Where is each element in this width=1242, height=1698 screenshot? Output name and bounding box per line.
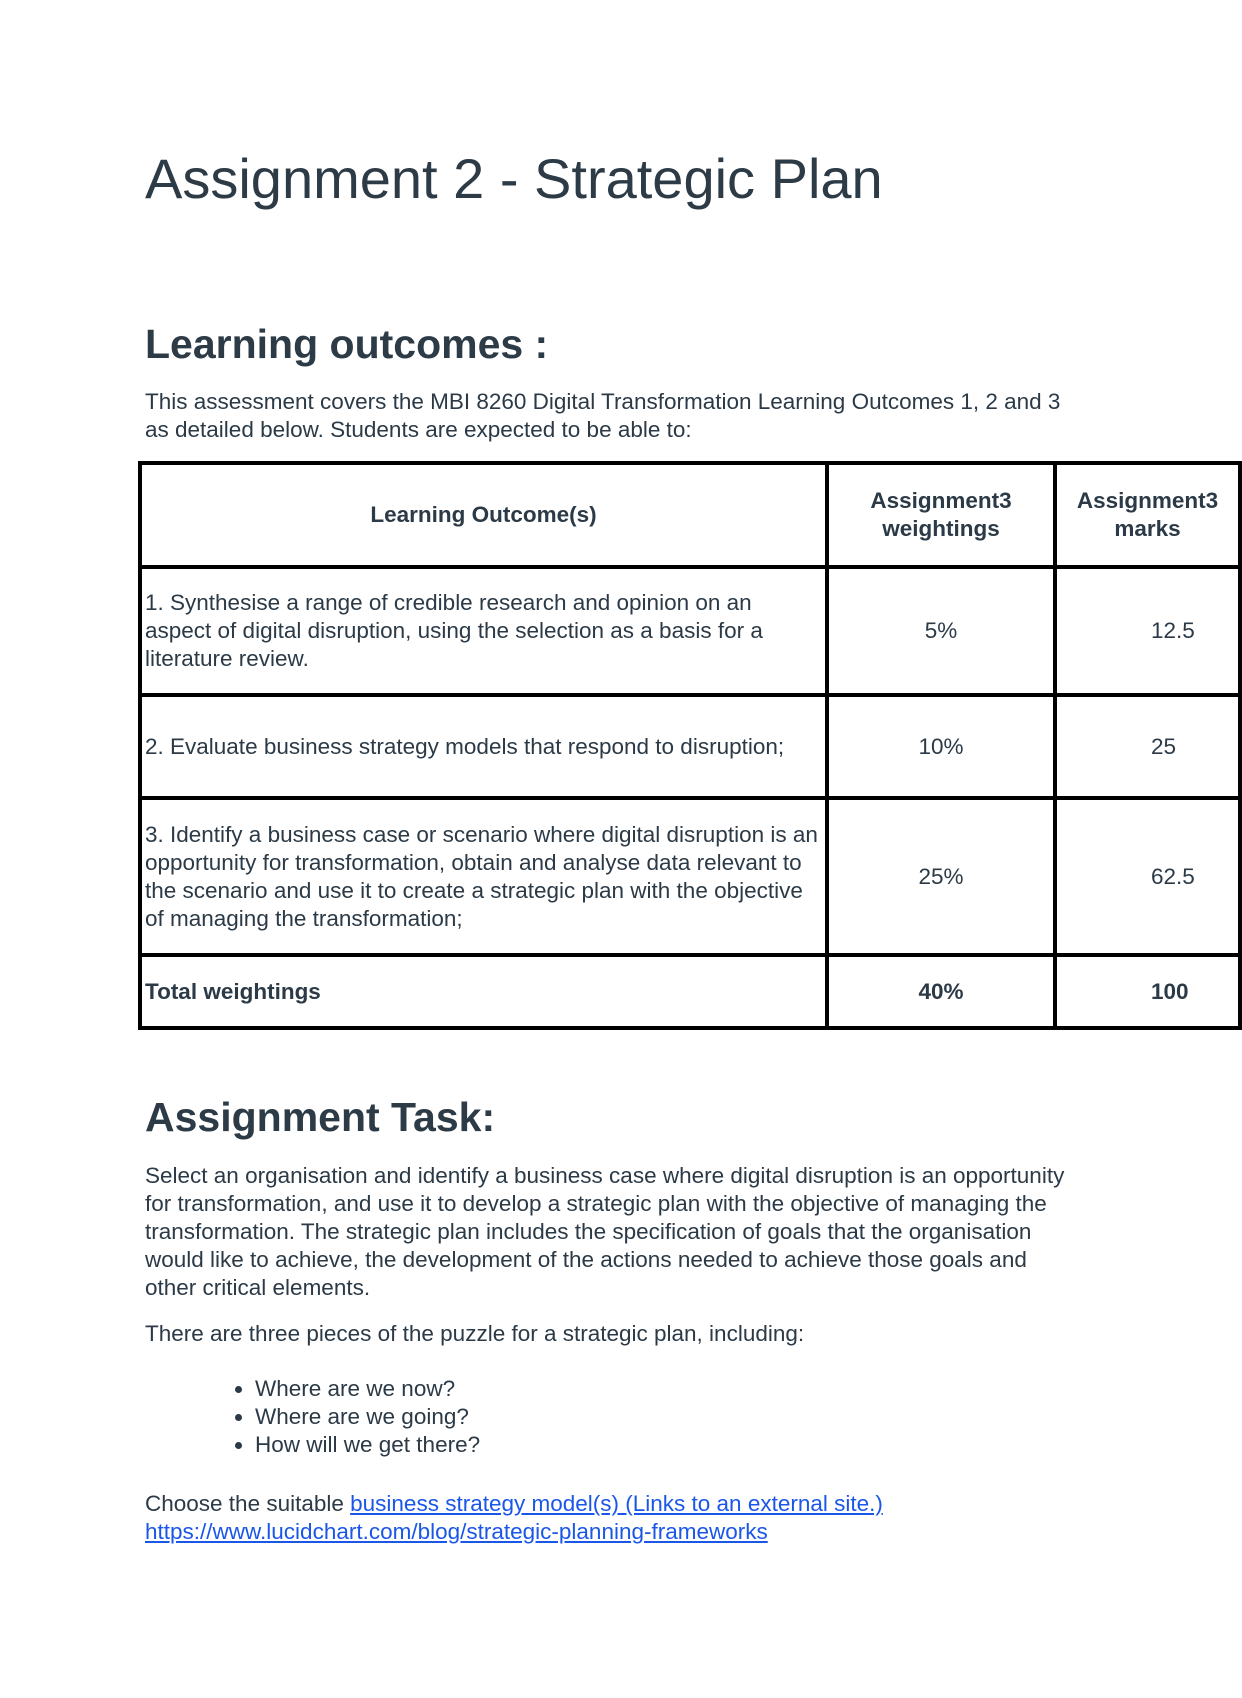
table-row: [140, 567, 1240, 695]
puzzle-list: [215, 1375, 480, 1459]
marks-cell: 12.5: [1055, 567, 1240, 695]
total-label-cell: Total weightings: [140, 955, 827, 1028]
header-marks: Assignment3 marks: [1055, 463, 1240, 567]
list-item: • How will we get there?: [255, 1431, 480, 1459]
lucidchart-url-link[interactable]: https://www.lucidchart.com/blog/strategic-planning-frameworks: [145, 1519, 768, 1544]
total-marks-cell: 100: [1055, 955, 1240, 1028]
learning-outcomes-table-wrapper: [138, 461, 1219, 1029]
total-weighting-cell: 40%: [827, 955, 1055, 1028]
marks-cell: 62.5: [1055, 798, 1240, 955]
list-item: • Where are we going?: [255, 1403, 480, 1431]
header-learning-outcome: Learning Outcome(s): [140, 463, 827, 567]
weighting-cell: 5%: [827, 567, 1055, 695]
outcome-cell: 1. Synthesise a range of credible research and opinion on an aspect of digital disruption, using the selection as a basis for a literature review.: [140, 567, 827, 695]
weighting-cell: 25%: [827, 798, 1055, 955]
learning-outcomes-intro: This assessment covers the MBI 8260 Digital Transformation Learning Outcomes 1, 2 and 3 as detailed below. Students are expected to be able to:: [145, 389, 1061, 442]
outcome-cell: 2. Evaluate business strategy models that respond to disruption;: [140, 695, 827, 798]
learning-outcomes-heading: Learning outcomes :: [145, 321, 549, 367]
assignment-task-heading: Assignment Task:: [145, 1094, 496, 1140]
list-item: • Where are we now?: [255, 1375, 480, 1403]
puzzle-intro: There are three pieces of the puzzle for a strategic plan, including:: [145, 1321, 805, 1346]
assignment-task-paragraph: Select an organisation and identify a business case where digital disruption is an opportunity for transformation, and use it to develop a strategic plan with the objective of managing the transformation. The strategic plan includes the specification of goals that the organisation would like to achieve, the development of the actions needed to achieve those goals and other critical elements.: [145, 1163, 1065, 1300]
table-row: [140, 798, 1240, 955]
table-header-row: [140, 463, 1240, 567]
choose-prefix-text: Choose the suitable: [145, 1491, 351, 1516]
business-strategy-model-link[interactable]: business strategy model(s) (Links to an external site.): [350, 1491, 883, 1516]
marks-cell: 25: [1055, 695, 1240, 798]
outcome-cell: 3. Identify a business case or scenario where digital disruption is an opportunity for transformation, obtain and analyse data relevant to the scenario and use it to create a strategic plan with the objective of managing the transformation;: [140, 798, 827, 955]
choose-model-paragraph: [145, 1490, 1065, 1546]
table-total-row: [140, 955, 1240, 1028]
learning-outcomes-table: [138, 461, 1242, 1030]
page-title: Assignment 2 - Strategic Plan: [145, 147, 883, 210]
table-row: [140, 695, 1240, 798]
weighting-cell: 10%: [827, 695, 1055, 798]
header-weightings: Assignment3 weightings: [827, 463, 1055, 567]
